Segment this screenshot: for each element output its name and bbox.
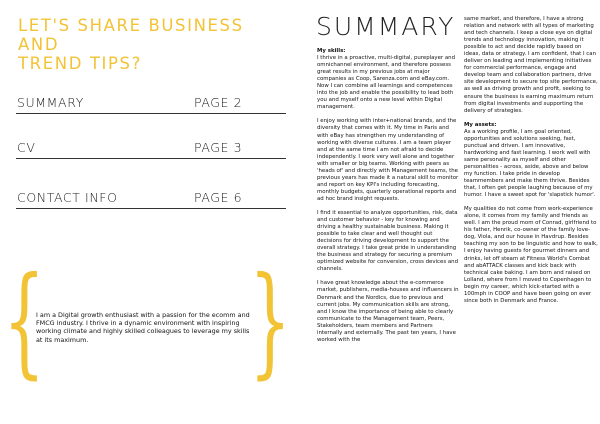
paragraph-text: As a working profile, I am goal oriented, opportunities and solutions seeking, fast, punctual and driven. I am innovative, hardworking and fast learning. I work well with same personality as myself and other personalities - across, aside, above and below my function. I take pride in develop teammembers and make them thrive. Besides that, I often get people laughing because of my humor. I have a sweet spot for 'slapstick humor'. (464, 128, 596, 199)
toc-row-cv[interactable] (16, 140, 286, 159)
headline-line-1: LET'S SHARE BUSINESS AND (18, 16, 244, 54)
toc-page: PAGE 2 (194, 95, 243, 110)
toc-name: CV (17, 140, 36, 155)
paragraph-heading: My assets: (464, 121, 497, 128)
paragraph-text: same market, and therefore, I have a strong relation and network with all types of marketing and tech channels. I keep a close eye on digital trends and technology innovation, making it possible to act and decide rapidly based on ideas, data or strategy. I am confident, that I can deliver on leading and implementing initiatives for commercial performance, engage and develop team and collaboration partners, drive site development to secure top site performance, as well as driving growth and profit, seeking to ensure the business is earning maximum return from digital investments and supporting the delivery of strategies. (464, 16, 598, 114)
paragraph-text: My qualities do not come from work-experience alone, it comes from my family and friends as well. I am the proud mom of Conrad, girlfriend to his father, Henrik, co-owner of the family love-dog, Viola, and our house in Havdrup. Besides teaching my son to be linguistic and how to walk, I enjoy having guests for gourmet dinners and drinks, let off steam at Fitness World's Combat and abATTACK classes and kick back with technical cake baking. I am born and raised on Lolland, where from I moved to Copenhagen to begin my career, which kick-started with a 100mph in COOP and have been going on ever since both in Denmark and France. (464, 206, 598, 304)
right-brace-decoration: } (249, 252, 292, 391)
paragraph-heading: My skills: (317, 48, 346, 54)
paragraph-text: I have great knowledge about the e-commerce market, publishers, media-houses and influencers in Denmark and the Nordics, due to previous and current jobs. My communication skills are strong, and I know the importance of being able to clearly communicate to the Management team, Peers, Stakeholders, team members and Partners internally and externally. The past ten years, I have worked with the (317, 280, 459, 343)
right-page (300, 0, 600, 424)
summary-title: SUMMARY (316, 12, 456, 41)
headline (18, 16, 288, 73)
paragraph (317, 48, 459, 111)
toc-name: CONTACT INFO (17, 190, 118, 205)
paragraph-text: I enjoy working with inter+national brands, and the diversity that comes with it. My time in Paris and with eBay has strengthen my understanding of working with diverse cultures. I am a team player and at the same time I am not afraid to decide independently. I work very well alone and together with smaller or big teams. Working with peers as 'heads of' and directly with Management teams, the previous years has made it a natural skill to monitor and report on key KPI's including forecasting, monthly budgets, quarterly operational reports and ad hoc brand insight requests. (317, 118, 459, 202)
toc-name: SUMMARY (17, 95, 84, 110)
paragraph (317, 280, 459, 343)
summary-column-2 (464, 16, 598, 312)
toc-row-contact-info[interactable] (16, 190, 286, 209)
paragraph-text: I thrive in a proactive, multi-digital, pureplayer and omnichannel environment, and therefore possess great results in my previous jobs at major companies as Coop, Sarenza.com and eBay.com. Now I can combine all learnings and competences into the job and enable the possibility to lead both you and myself onto a new level within Digital management. (317, 55, 455, 111)
headline-line-2: TREND TIPS? (18, 54, 142, 73)
paragraph (464, 122, 598, 200)
paragraph-text: I find it essential to analyze opportunities, risk, data and customer behavior - key for knowing and driving a healthy sustainable business. Making it possible to take clear and well thought out decisions for driving development to support the overall strategy. I take great pride in understanding the business and strategy for securing a premium optimized website for conversion, cross devices and channels. (317, 209, 458, 273)
paragraph (317, 118, 459, 203)
intro-text: I am a Digital growth enthusiast with a passion for the ecomm and FMCG industry. I thrive in a dynamic environment with inspiring working climate and highly skilled colleagues to leverage my skills at its maximum. (36, 311, 250, 344)
paragraph (464, 16, 598, 115)
paragraph (317, 210, 459, 273)
toc-page: PAGE 3 (194, 140, 243, 155)
paragraph (464, 206, 598, 305)
toc-page: PAGE 6 (194, 190, 243, 205)
left-brace-decoration: { (3, 252, 46, 391)
summary-column-1 (317, 48, 459, 351)
toc-row-summary[interactable] (16, 95, 286, 114)
